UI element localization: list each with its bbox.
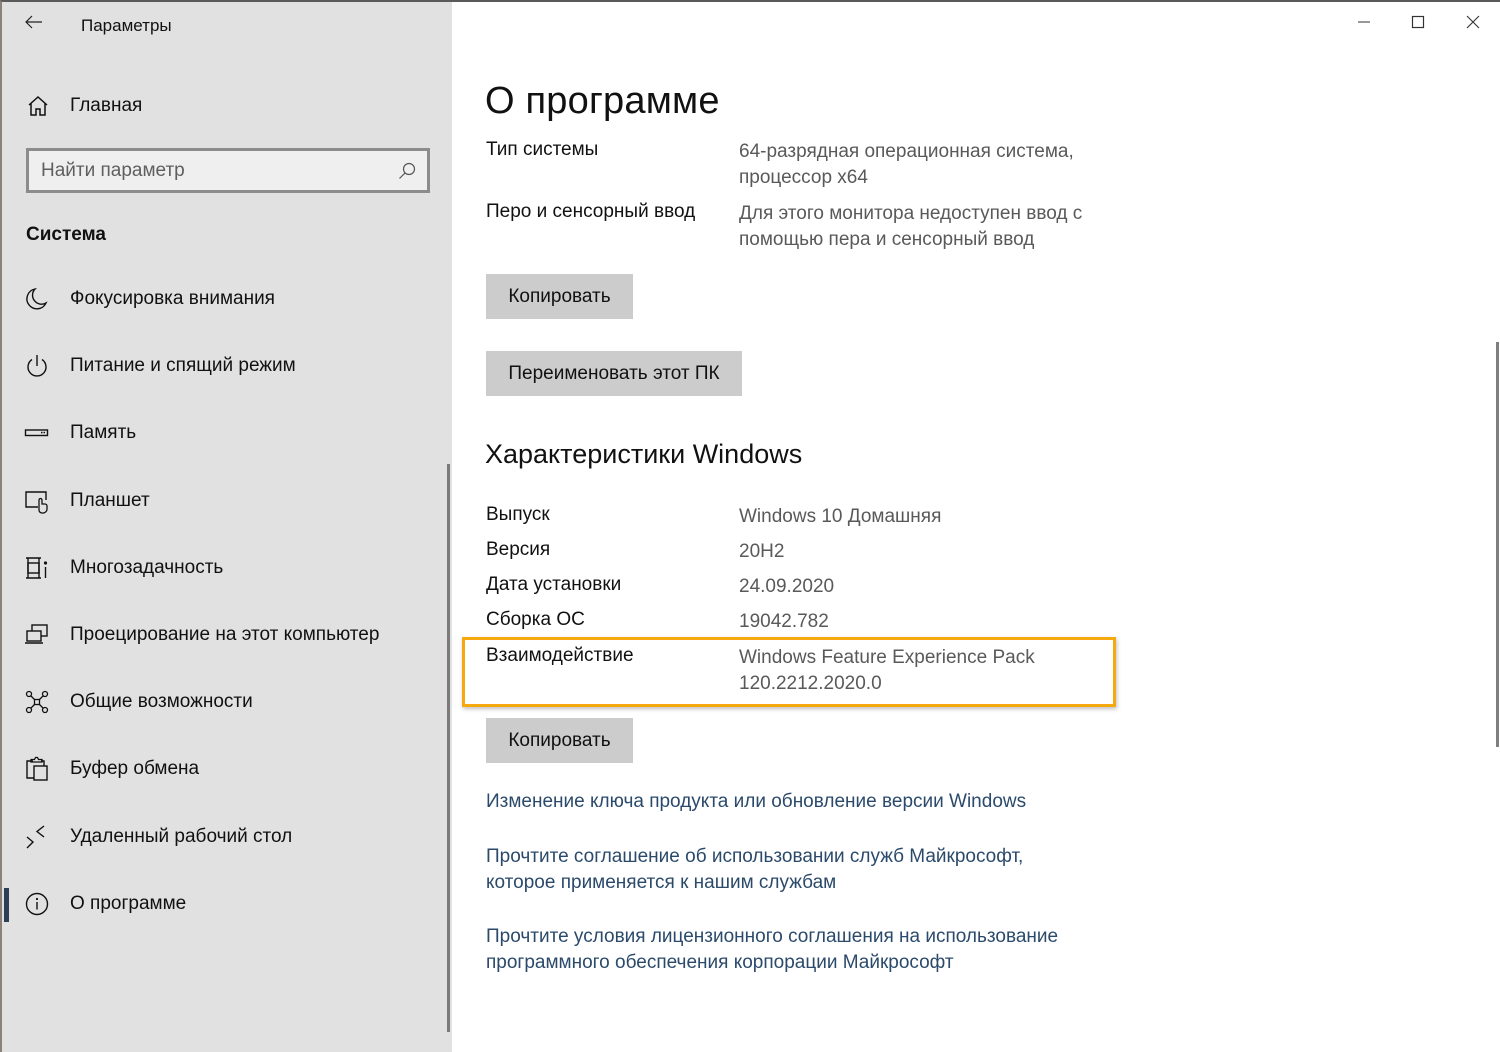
app-title: Параметры xyxy=(81,16,172,35)
copy-windows-specs-button[interactable]: Копировать xyxy=(486,718,633,763)
spec-value: 19042.782 xyxy=(739,611,829,632)
copy-device-specs-button[interactable]: Копировать xyxy=(486,274,633,319)
maximize-icon xyxy=(1411,15,1425,29)
home-icon xyxy=(26,94,50,118)
remote-desktop-icon xyxy=(24,824,50,850)
minimize-icon xyxy=(1357,15,1371,29)
spec-value: 64-разрядная операционная система, процессор x64 xyxy=(739,141,1074,188)
power-icon xyxy=(24,353,50,379)
sidebar-item-label: Общие возможности xyxy=(70,691,253,713)
project-screen-icon xyxy=(24,622,50,648)
spec-key: Версия xyxy=(486,539,551,560)
spec-value: Windows Feature Experience Pack 120.2212.2020.0 xyxy=(739,647,1035,694)
sidebar-item-shared-experiences[interactable] xyxy=(2,669,442,736)
spec-row-install-date xyxy=(486,574,1126,604)
rename-pc-button[interactable]: Переименовать этот ПК xyxy=(486,351,742,396)
spec-row-system-type xyxy=(486,139,1126,195)
sidebar-item-label: Буфер обмена xyxy=(70,758,200,780)
sidebar-item-tablet[interactable] xyxy=(2,468,442,535)
spec-key: Дата установки xyxy=(486,574,622,595)
sidebar-item-focus-assist[interactable] xyxy=(2,266,442,333)
sidebar-item-label: О программе xyxy=(70,892,187,914)
info-icon xyxy=(24,891,50,917)
sidebar-item-about[interactable] xyxy=(2,871,442,938)
sidebar-scrollbar[interactable] xyxy=(447,464,450,1032)
spec-row-edition xyxy=(486,504,1126,534)
link-services-agreement[interactable]: Прочтите соглашение об использовании служб Майкрософт, которое применяется к нашим службам xyxy=(486,846,1024,893)
spec-row-os-build xyxy=(486,609,1126,639)
sidebar-item-home[interactable] xyxy=(2,86,442,126)
shared-experiences-icon xyxy=(24,689,50,715)
spec-key: Взаимодействие xyxy=(486,645,634,666)
sidebar-item-clipboard[interactable] xyxy=(2,736,442,803)
spec-value: 20H2 xyxy=(739,541,785,562)
sidebar-item-label: Удаленный рабочий стол xyxy=(70,825,293,847)
section-title-system: Система xyxy=(26,224,106,245)
sidebar-item-remote-desktop[interactable] xyxy=(2,804,442,871)
link-change-product-key[interactable]: Изменение ключа продукта или обновление версии Windows xyxy=(486,791,1027,812)
back-arrow-icon xyxy=(25,15,43,29)
spec-value: Для этого монитора недоступен ввод с помощью пера и сенсорный ввод xyxy=(739,203,1083,250)
close-button[interactable] xyxy=(1450,6,1496,38)
storage-drive-icon xyxy=(24,420,50,446)
back-button[interactable] xyxy=(20,8,48,36)
sidebar-item-label: Память xyxy=(70,422,137,444)
spec-row-pen-touch xyxy=(486,201,1126,257)
windows-specs-heading: Характеристики Windows xyxy=(485,439,803,469)
spec-key: Перо и сенсорный ввод xyxy=(486,201,696,222)
spec-key: Тип системы xyxy=(486,139,599,160)
sidebar-item-label: Многозадачность xyxy=(70,556,224,578)
moon-icon xyxy=(24,286,50,312)
main-content xyxy=(452,2,1500,1052)
spec-value: Windows 10 Домашняя xyxy=(739,506,942,527)
sidebar-item-label: Питание и спящий режим xyxy=(70,355,296,377)
multitasking-icon xyxy=(24,555,50,581)
spec-row-experience xyxy=(486,645,1126,701)
tablet-touch-icon xyxy=(24,488,50,514)
sidebar-item-project-to-pc[interactable] xyxy=(2,602,442,669)
close-icon xyxy=(1466,15,1480,29)
sidebar-item-label: Проецирование на этот компьютер xyxy=(70,623,380,645)
clipboard-icon xyxy=(24,756,50,782)
sidebar-item-label: Главная xyxy=(70,95,143,116)
spec-value: 24.09.2020 xyxy=(739,576,835,597)
minimize-button[interactable] xyxy=(1341,6,1387,38)
active-indicator xyxy=(4,888,9,922)
sidebar-item-power-sleep[interactable] xyxy=(2,333,442,400)
spec-key: Выпуск xyxy=(486,504,550,525)
sidebar-item-label: Планшет xyxy=(70,489,150,511)
sidebar xyxy=(2,2,452,1052)
sidebar-nav xyxy=(2,266,442,938)
spec-key: Сборка ОС xyxy=(486,609,585,630)
search-box xyxy=(26,148,430,193)
sidebar-item-label: Фокусировка внимания xyxy=(70,288,275,309)
search-icon[interactable] xyxy=(397,161,417,181)
link-license-terms[interactable]: Прочтите условия лицензионного соглашения на использование программного обеспечения корпорации Майкрософт xyxy=(486,926,1059,973)
sidebar-item-multitasking[interactable] xyxy=(2,535,442,602)
sidebar-item-storage[interactable] xyxy=(2,400,442,467)
search-input[interactable] xyxy=(41,151,381,190)
page-title: О программе xyxy=(485,80,720,122)
spec-row-version xyxy=(486,539,1126,569)
maximize-button[interactable] xyxy=(1395,6,1441,38)
main-scrollbar[interactable] xyxy=(1496,342,1499,747)
